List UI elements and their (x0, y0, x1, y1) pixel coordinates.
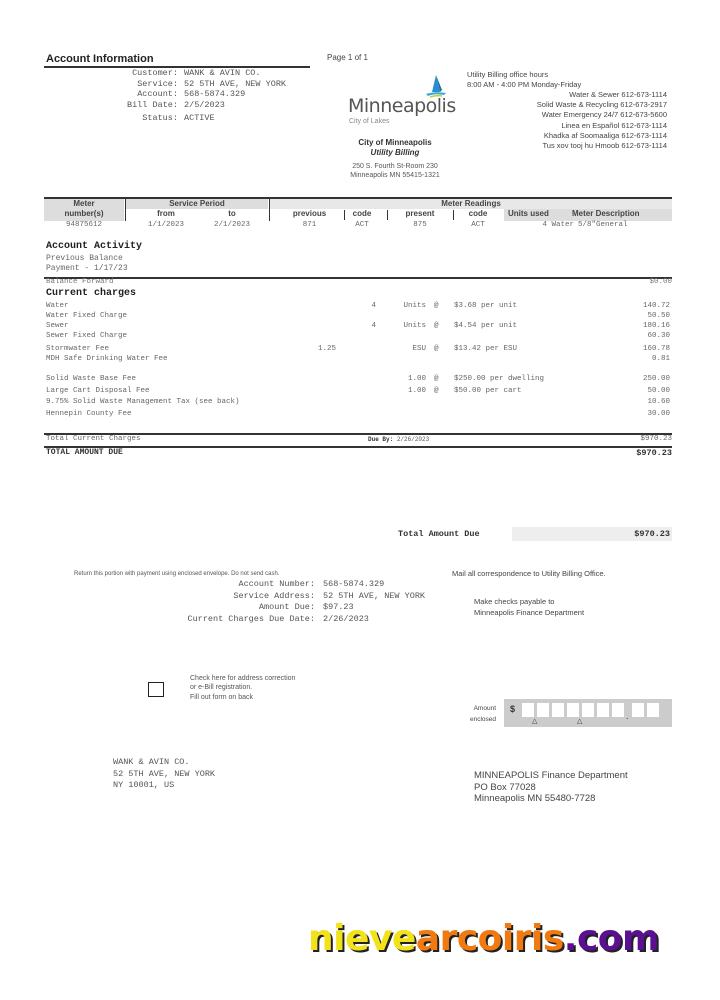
stub-fields (120, 579, 425, 626)
service-value: 52 5TH AVE, NEW YORK (184, 78, 287, 89)
watermark-logo: nievearcoiris.com (308, 918, 660, 959)
divider (269, 199, 270, 221)
header-meter: Meter (44, 199, 124, 209)
account-value: 568-5874.329 (184, 89, 246, 99)
phone-spanish: Linea en Español 612-673-1114 (561, 120, 667, 130)
charge-row: Solid Waste Base Fee 1.00 @ $250.00 per dwelling 250.00 (46, 375, 670, 383)
header-service-period: Service Period (126, 199, 268, 209)
mail-correspondence-note: Mail all correspondence to Utility Billing Office. (452, 569, 606, 578)
charge-row: 9.75% Solid Waste Management Tax (see back) 10.60 (46, 398, 670, 406)
account-field: Account: 568-5874.329 (137, 89, 246, 99)
col-description: Meter Description (572, 209, 640, 218)
address-correction-checkbox[interactable] (148, 682, 164, 697)
issuer-name: City of Minneapolis (358, 138, 432, 147)
amount-digit-box[interactable] (522, 703, 534, 717)
customer-value: WANK & AVIN CO. (184, 68, 261, 78)
checks-payable-note: Make checks payable to Minneapolis Finance Department (474, 597, 585, 617)
summary-amount-due-value: $970.23 (634, 529, 670, 539)
divider (44, 277, 672, 279)
col-present: present (405, 209, 435, 218)
total-current-charges-amount: $970.23 (640, 435, 672, 443)
charge-row: Stormwater Fee 1.25 ESU @ $13.42 per ESU 160.78 (46, 345, 670, 353)
issuer-address: 250 S. Fourth St-Room 230 Minneapolis MN 55415-1321 (350, 163, 440, 179)
bill-date-value: 2/5/2023 (184, 99, 225, 110)
page-indicator: Page 1 of 1 (327, 53, 368, 62)
account-info-title: Account Information (46, 53, 154, 65)
logo-tagline: City of Lakes (349, 118, 390, 125)
col-from: from (157, 209, 175, 218)
decimal-point: . (626, 711, 629, 721)
period-from: 1/1/2023 (147, 221, 184, 229)
col-number: number(s) (44, 209, 124, 221)
charge-row: MDH Safe Drinking Water Fee 0.81 (46, 355, 670, 363)
divider (344, 210, 345, 220)
due-by-date: 2/26/2023 (396, 436, 430, 443)
units-used: 4 Water (542, 221, 574, 229)
phone-hmong: Tus xov tooj hu Hmoob 612-673-1114 (542, 141, 667, 151)
amount-digit-box[interactable] (552, 703, 564, 717)
reading-code-2: ACT (471, 221, 485, 229)
service-field: Service: 52 5TH AVE, NEW YORK (137, 78, 287, 89)
period-to: 2/1/2023 (213, 221, 250, 229)
charge-row: Sewer Fixed Charge 60.30 (46, 332, 670, 340)
issuer-department: Utility Billing (370, 148, 420, 157)
charge-row: Water 4 Units @ $3.68 per unit 140.72 (46, 302, 670, 310)
stub-account-number: Account Number: 568-5874.329 (238, 579, 385, 589)
amount-digit-box[interactable] (597, 703, 609, 717)
total-amount-due-label: TOTAL AMOUNT DUE (46, 448, 123, 457)
triangle-marker-icon: △ (577, 718, 583, 725)
phone-somali: Khadka af Soomaaliga 612-673-1114 (543, 130, 667, 140)
col-to: to (228, 209, 236, 218)
balance-forward-amount: $0.00 (649, 278, 672, 286)
amount-enclosed-input[interactable] (504, 699, 672, 727)
meter-table-group-header (44, 199, 672, 209)
meter-number: 94875612 (65, 221, 102, 229)
divider (453, 210, 454, 220)
charge-row: Hennepin County Fee 30.00 (46, 410, 670, 418)
customer-mailing-address: WANK & AVIN CO. 52 5TH AVE, NEW YORK NY 10001, US (113, 757, 216, 791)
logo-wordmark: Minneapolis (348, 95, 456, 117)
reading-code-1: ACT (355, 221, 369, 229)
amount-cents-box[interactable] (632, 703, 644, 717)
return-instruction: Return this portion with payment using enclosed envelope. Do not send cash. (74, 571, 280, 577)
dollar-sign: $ (510, 704, 516, 714)
payment-line: Payment - 1/17/23 (46, 264, 128, 273)
status-value: ACTIVE (184, 113, 215, 123)
units-desc-header (504, 209, 672, 221)
remittance-address: MINNEAPOLIS Finance Department PO Box 77028 Minneapolis MN 55480-7728 (474, 770, 628, 805)
account-info-fields (60, 68, 286, 124)
col-units-used: Units used (508, 209, 549, 218)
col-code-1: code (352, 209, 372, 218)
status-field: Status: ACTIVE (142, 113, 215, 123)
meter-table-column-header (44, 209, 672, 221)
divider (125, 199, 126, 221)
stub-amount-due: Amount Due: $97.23 (258, 602, 354, 613)
charge-row: Water Fixed Charge 50.50 (46, 312, 670, 320)
col-code-2: code (468, 209, 488, 218)
office-hours-time: 8:00 AM - 4:00 PM Monday-Friday (467, 80, 582, 89)
due-by: Due By: 2/26/2023 (368, 436, 430, 443)
address-correction-note: Check here for address correction or e-Bill registration. Fill out form on back (190, 675, 296, 701)
reading-previous: 871 (302, 221, 317, 229)
phone-solid-waste: Solid Waste & Recycling 612-673-2917 (536, 100, 667, 110)
amount-digit-box[interactable] (537, 703, 549, 717)
current-charges-title: Current charges (46, 288, 137, 299)
phone-water-emergency: Water Emergency 24/7 612-673-5600 (541, 110, 667, 120)
reading-present: 875 (413, 221, 427, 229)
charge-row: Large Cart Disposal Fee 1.00 @ $50.00 per cart 50.00 (46, 387, 670, 395)
amount-digit-box[interactable] (567, 703, 579, 717)
total-current-charges-label: Total Current Charges (46, 435, 141, 443)
phone-water-sewer: Water & Sewer 612-673-1114 (569, 90, 667, 99)
phone-list (470, 90, 667, 151)
balance-forward-label: Balance Forward (46, 278, 114, 286)
summary-amount-due-label: Total Amount Due (398, 529, 480, 539)
meter-description: 5/8"General (578, 221, 628, 229)
charge-row: Sewer 4 Units @ $4.54 per unit 180.16 (46, 322, 670, 330)
amount-digit-box[interactable] (612, 703, 624, 717)
customer-field: Customer: WANK & AVIN CO. (132, 68, 261, 78)
stub-due-date: Current Charges Due Date: 2/26/2023 (187, 614, 369, 625)
total-amount-due-value: $970.23 (636, 448, 672, 458)
col-previous: previous (292, 209, 327, 218)
divider (44, 446, 672, 448)
amount-digit-box[interactable] (582, 703, 594, 717)
amount-cents-box[interactable] (647, 703, 659, 717)
bill-date-field: Bill Date: 2/5/2023 (126, 99, 225, 110)
office-hours-title: Utility Billing office hours (467, 70, 549, 79)
triangle-marker-icon: △ (532, 718, 538, 725)
previous-balance-label: Previous Balance (46, 254, 123, 263)
header-meter-readings: Meter Readings (270, 199, 672, 209)
stub-service-address: Service Address: 52 5TH AVE, NEW YORK (233, 590, 426, 601)
divider (387, 210, 388, 220)
account-activity-title: Account Activity (46, 241, 143, 252)
amount-enclosed-label: Amount enclosed (469, 705, 496, 723)
